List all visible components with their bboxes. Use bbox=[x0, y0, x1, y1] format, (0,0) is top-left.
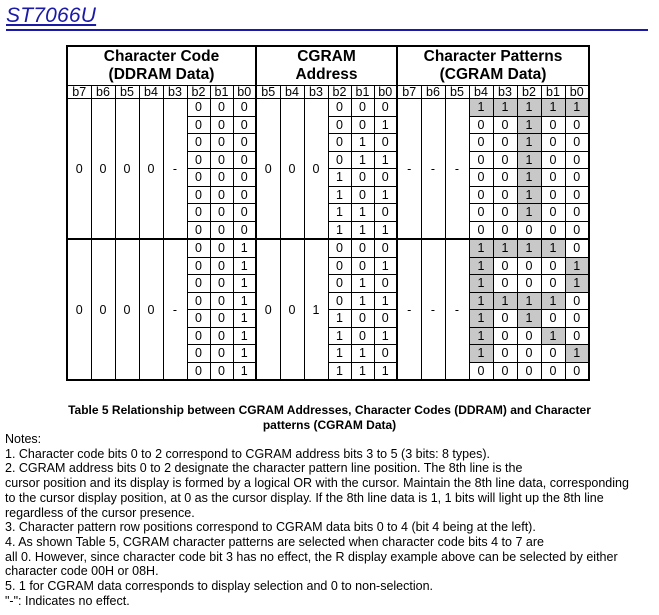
pattern-bit: 0 bbox=[565, 186, 589, 204]
cgram-address-low-bit: 1 bbox=[374, 292, 397, 310]
cgram-address-low-bit: 0 bbox=[351, 257, 374, 275]
cgram-address-low-bit: 1 bbox=[374, 151, 397, 169]
pattern-bit: 0 bbox=[517, 221, 541, 239]
pattern-bit: 1 bbox=[541, 327, 565, 345]
char-code-low-bit: 0 bbox=[187, 186, 210, 204]
pattern-bit: 0 bbox=[493, 257, 517, 275]
cgram-address-low-bit: 1 bbox=[328, 362, 351, 380]
caption-line-1: Table 5 Relationship between CGRAM Addresses, Character Codes (DDRAM) and Character bbox=[68, 403, 591, 417]
bit-header: b4 bbox=[469, 86, 493, 99]
pattern-bit: 0 bbox=[565, 204, 589, 222]
char-code-high-bit: 0 bbox=[139, 239, 163, 380]
group-header-line: Character Patterns bbox=[423, 48, 563, 65]
cgram-address-high-bit: 0 bbox=[280, 239, 304, 380]
cgram-address-low-bit: 1 bbox=[374, 362, 397, 380]
pattern-bit: 1 bbox=[565, 275, 589, 293]
cgram-address-high-bit: 0 bbox=[256, 239, 280, 380]
cgram-address-low-bit: 0 bbox=[374, 310, 397, 328]
pattern-bit: 0 bbox=[517, 275, 541, 293]
pattern-bit: 0 bbox=[493, 151, 517, 169]
char-code-low-bit: 0 bbox=[210, 362, 233, 380]
char-code-low-bit: 0 bbox=[210, 99, 233, 117]
cgram-address-low-bit: 1 bbox=[328, 169, 351, 187]
notes-section bbox=[5, 432, 655, 608]
cgram-address-high-bit: 1 bbox=[304, 239, 328, 380]
pattern-bit: 1 bbox=[565, 257, 589, 275]
pattern-bit: 0 bbox=[493, 204, 517, 222]
char-code-low-bit: 0 bbox=[187, 99, 210, 117]
pattern-bit: 0 bbox=[541, 221, 565, 239]
pattern-bit: 1 bbox=[517, 186, 541, 204]
cgram-address-low-bit: 0 bbox=[328, 292, 351, 310]
bit-header: b5 bbox=[115, 86, 139, 99]
char-code-low-bit: 1 bbox=[233, 362, 256, 380]
pattern-bit: 1 bbox=[565, 99, 589, 117]
notes-heading: Notes: bbox=[5, 432, 42, 446]
cgram-address-low-bit: 1 bbox=[374, 221, 397, 239]
pattern-high-bit: - bbox=[445, 99, 469, 240]
cgram-address-low-bit: 0 bbox=[351, 99, 374, 117]
bit-header: b1 bbox=[541, 86, 565, 99]
cgram-address-low-bit: 0 bbox=[374, 345, 397, 363]
pattern-bit: 1 bbox=[517, 116, 541, 134]
cgram-address-low-bit: 0 bbox=[351, 239, 374, 257]
cgram-address-low-bit: 1 bbox=[374, 327, 397, 345]
cgram-address-low-bit: 1 bbox=[374, 257, 397, 275]
char-code-low-bit: 0 bbox=[187, 362, 210, 380]
char-code-low-bit: 0 bbox=[210, 275, 233, 293]
group-header-line: Address bbox=[295, 66, 358, 83]
cgram-address-low-bit: 0 bbox=[328, 275, 351, 293]
pattern-bit: 0 bbox=[493, 362, 517, 380]
pattern-bit: 0 bbox=[541, 134, 565, 152]
pattern-bit: 0 bbox=[469, 134, 493, 152]
pattern-bit: 0 bbox=[565, 362, 589, 380]
pattern-bit: 0 bbox=[565, 310, 589, 328]
char-code-high-bit: 0 bbox=[67, 99, 91, 240]
pattern-bit: 1 bbox=[517, 169, 541, 187]
pattern-bit: 1 bbox=[517, 204, 541, 222]
pattern-bit: 0 bbox=[493, 169, 517, 187]
char-code-high-bit: 0 bbox=[67, 239, 91, 380]
pattern-bit: 0 bbox=[493, 345, 517, 363]
cgram-address-low-bit: 1 bbox=[328, 204, 351, 222]
pattern-bit: 1 bbox=[493, 292, 517, 310]
pattern-bit: 1 bbox=[493, 99, 517, 117]
pattern-bit: 0 bbox=[541, 345, 565, 363]
pattern-high-bit: - bbox=[421, 239, 445, 380]
bit-header: b3 bbox=[163, 86, 187, 99]
pattern-bit: 0 bbox=[517, 362, 541, 380]
pattern-bit: 1 bbox=[565, 345, 589, 363]
pattern-bit: 0 bbox=[517, 345, 541, 363]
pattern-bit: 1 bbox=[469, 99, 493, 117]
char-code-high-bit: - bbox=[163, 239, 187, 380]
pattern-bit: 0 bbox=[541, 204, 565, 222]
pattern-bit: 0 bbox=[493, 221, 517, 239]
cgram-address-low-bit: 0 bbox=[328, 257, 351, 275]
cgram-address-low-bit: 0 bbox=[328, 239, 351, 257]
pattern-bit: 0 bbox=[565, 151, 589, 169]
cgram-address-low-bit: 1 bbox=[328, 327, 351, 345]
pattern-bit: 1 bbox=[517, 239, 541, 257]
group-header-cgram-address bbox=[256, 46, 397, 86]
char-code-low-bit: 1 bbox=[233, 310, 256, 328]
pattern-bit: 0 bbox=[565, 134, 589, 152]
note-line: all 0. However, since character code bit 3 has no effect, the R display example above can be selected by either bbox=[5, 549, 618, 564]
cgram-address-low-bit: 1 bbox=[374, 116, 397, 134]
cgram-address-high-bit: 0 bbox=[304, 99, 328, 240]
char-code-low-bit: 1 bbox=[233, 257, 256, 275]
pattern-bit: 1 bbox=[517, 151, 541, 169]
char-code-low-bit: 0 bbox=[187, 310, 210, 328]
cgram-address-low-bit: 1 bbox=[328, 186, 351, 204]
char-code-high-bit: - bbox=[163, 99, 187, 240]
char-code-low-bit: 0 bbox=[210, 169, 233, 187]
cgram-relationship-table bbox=[66, 45, 590, 381]
char-code-low-bit: 0 bbox=[187, 345, 210, 363]
group-header-character-patterns bbox=[397, 46, 589, 86]
cgram-address-low-bit: 0 bbox=[351, 186, 374, 204]
pattern-high-bit: - bbox=[421, 99, 445, 240]
cgram-address-low-bit: 1 bbox=[328, 345, 351, 363]
pattern-bit: 1 bbox=[469, 292, 493, 310]
pattern-bit: 0 bbox=[565, 221, 589, 239]
char-code-low-bit: 0 bbox=[233, 169, 256, 187]
cgram-address-low-bit: 1 bbox=[351, 345, 374, 363]
pattern-bit: 0 bbox=[565, 169, 589, 187]
cgram-address-low-bit: 0 bbox=[374, 99, 397, 117]
bit-header: b0 bbox=[233, 86, 256, 99]
cgram-address-low-bit: 0 bbox=[328, 99, 351, 117]
group-header-line: (DDRAM Data) bbox=[108, 66, 215, 83]
bit-header: b3 bbox=[304, 86, 328, 99]
cgram-address-low-bit: 1 bbox=[351, 362, 374, 380]
char-code-low-bit: 0 bbox=[210, 257, 233, 275]
char-code-low-bit: 0 bbox=[187, 275, 210, 293]
note-line: to the cursor display position, at 0 as the cursor display. If the 8th line data is 1, 1 bits will light up the 8th line bbox=[5, 490, 604, 505]
pattern-bit: 0 bbox=[517, 327, 541, 345]
pattern-bit: 0 bbox=[541, 257, 565, 275]
bit-header: b1 bbox=[351, 86, 374, 99]
pattern-bit: 0 bbox=[469, 186, 493, 204]
cgram-address-high-bit: 0 bbox=[280, 99, 304, 240]
bit-header: b1 bbox=[210, 86, 233, 99]
char-code-low-bit: 0 bbox=[233, 134, 256, 152]
note-line: 5. 1 for CGRAM data corresponds to display selection and 0 to non-selection. bbox=[5, 579, 434, 594]
note-line: regardless of the cursor presence. bbox=[5, 505, 195, 520]
pattern-bit: 1 bbox=[469, 257, 493, 275]
pattern-bit: 0 bbox=[493, 134, 517, 152]
char-code-low-bit: 0 bbox=[210, 204, 233, 222]
group-header-line: Character Code bbox=[103, 48, 220, 65]
pattern-bit: 0 bbox=[493, 275, 517, 293]
char-code-low-bit: 0 bbox=[210, 239, 233, 257]
bit-header: b0 bbox=[565, 86, 589, 99]
pattern-bit: 1 bbox=[517, 99, 541, 117]
note-line: 2. CGRAM address bits 0 to 2 designate the character pattern line position. The 8th line is the bbox=[5, 461, 523, 476]
pattern-bit: 0 bbox=[541, 116, 565, 134]
pattern-high-bit: - bbox=[445, 239, 469, 380]
char-code-low-bit: 1 bbox=[233, 345, 256, 363]
cgram-address-low-bit: 0 bbox=[374, 239, 397, 257]
cgram-address-low-bit: 0 bbox=[351, 116, 374, 134]
pattern-high-bit: - bbox=[397, 99, 421, 240]
char-code-low-bit: 0 bbox=[187, 221, 210, 239]
bit-header: b2 bbox=[517, 86, 541, 99]
note-line: character code 00H or 08H. bbox=[5, 564, 159, 579]
pattern-bit: 0 bbox=[493, 186, 517, 204]
group-header-line: (CGRAM Data) bbox=[439, 66, 547, 83]
char-code-low-bit: 0 bbox=[233, 99, 256, 117]
char-code-high-bit: 0 bbox=[91, 99, 115, 240]
cgram-address-low-bit: 0 bbox=[374, 134, 397, 152]
pattern-bit: 1 bbox=[517, 310, 541, 328]
char-code-low-bit: 0 bbox=[187, 116, 210, 134]
bit-header: b6 bbox=[91, 86, 115, 99]
cgram-address-low-bit: 0 bbox=[374, 275, 397, 293]
cgram-address-low-bit: 0 bbox=[374, 204, 397, 222]
char-code-low-bit: 0 bbox=[233, 204, 256, 222]
char-code-low-bit: 0 bbox=[233, 186, 256, 204]
header-divider bbox=[6, 29, 648, 31]
cgram-address-low-bit: 0 bbox=[328, 116, 351, 134]
cgram-address-high-bit: 0 bbox=[256, 99, 280, 240]
char-code-low-bit: 0 bbox=[210, 134, 233, 152]
note-line: 1. Character code bits 0 to 2 correspond to CGRAM address bits 3 to 5 (3 bits: 8 types). bbox=[5, 446, 490, 461]
pattern-bit: 1 bbox=[469, 345, 493, 363]
char-code-low-bit: 0 bbox=[210, 186, 233, 204]
bit-header: b7 bbox=[67, 86, 91, 99]
bit-header: b4 bbox=[280, 86, 304, 99]
cgram-address-low-bit: 0 bbox=[374, 169, 397, 187]
bit-header: b2 bbox=[328, 86, 351, 99]
pattern-bit: 1 bbox=[469, 310, 493, 328]
char-code-low-bit: 0 bbox=[233, 221, 256, 239]
pattern-bit: 1 bbox=[469, 239, 493, 257]
page-header-title: ST7066U bbox=[6, 4, 97, 27]
pattern-bit: 0 bbox=[493, 327, 517, 345]
pattern-bit: 1 bbox=[493, 239, 517, 257]
bit-header: b0 bbox=[374, 86, 397, 99]
char-code-low-bit: 0 bbox=[187, 151, 210, 169]
table-caption bbox=[0, 403, 659, 433]
char-code-low-bit: 0 bbox=[187, 327, 210, 345]
pattern-bit: 0 bbox=[565, 239, 589, 257]
cgram-address-low-bit: 0 bbox=[351, 310, 374, 328]
pattern-bit: 0 bbox=[469, 221, 493, 239]
pattern-bit: 0 bbox=[493, 116, 517, 134]
cgram-address-low-bit: 1 bbox=[351, 221, 374, 239]
char-code-low-bit: 0 bbox=[210, 310, 233, 328]
char-code-low-bit: 0 bbox=[187, 204, 210, 222]
char-code-low-bit: 0 bbox=[233, 116, 256, 134]
bit-header: b5 bbox=[256, 86, 280, 99]
bit-header: b6 bbox=[421, 86, 445, 99]
cgram-address-low-bit: 1 bbox=[351, 292, 374, 310]
pattern-bit: 1 bbox=[469, 275, 493, 293]
caption-line-2: patterns (CGRAM Data) bbox=[262, 418, 397, 432]
cgram-address-low-bit: 1 bbox=[351, 151, 374, 169]
char-code-low-bit: 0 bbox=[187, 257, 210, 275]
bit-header: b2 bbox=[187, 86, 210, 99]
pattern-bit: 0 bbox=[541, 169, 565, 187]
table-row bbox=[67, 99, 589, 117]
pattern-bit: 0 bbox=[469, 169, 493, 187]
char-code-high-bit: 0 bbox=[139, 99, 163, 240]
pattern-high-bit: - bbox=[397, 239, 421, 380]
pattern-bit: 1 bbox=[517, 292, 541, 310]
char-code-low-bit: 1 bbox=[233, 327, 256, 345]
cgram-address-low-bit: 0 bbox=[328, 151, 351, 169]
char-code-low-bit: 0 bbox=[187, 134, 210, 152]
char-code-low-bit: 0 bbox=[210, 116, 233, 134]
bit-header: b5 bbox=[445, 86, 469, 99]
pattern-bit: 1 bbox=[469, 327, 493, 345]
pattern-bit: 1 bbox=[541, 239, 565, 257]
note-line: 4. As shown Table 5, CGRAM character patterns are selected when character code bits 4 to 7 are bbox=[5, 534, 544, 549]
cgram-address-low-bit: 1 bbox=[351, 204, 374, 222]
char-code-high-bit: 0 bbox=[91, 239, 115, 380]
char-code-low-bit: 0 bbox=[187, 292, 210, 310]
pattern-bit: 0 bbox=[565, 116, 589, 134]
cgram-address-low-bit: 1 bbox=[351, 134, 374, 152]
pattern-bit: 1 bbox=[541, 292, 565, 310]
bit-header: b3 bbox=[493, 86, 517, 99]
char-code-low-bit: 0 bbox=[187, 239, 210, 257]
char-code-high-bit: 0 bbox=[115, 99, 139, 240]
cgram-address-low-bit: 1 bbox=[374, 186, 397, 204]
pattern-bit: 0 bbox=[541, 362, 565, 380]
char-code-low-bit: 0 bbox=[233, 151, 256, 169]
char-code-low-bit: 0 bbox=[210, 151, 233, 169]
char-code-low-bit: 1 bbox=[233, 275, 256, 293]
pattern-bit: 0 bbox=[565, 292, 589, 310]
char-code-low-bit: 0 bbox=[210, 292, 233, 310]
pattern-bit: 0 bbox=[469, 151, 493, 169]
bit-header: b7 bbox=[397, 86, 421, 99]
cgram-address-low-bit: 0 bbox=[351, 327, 374, 345]
char-code-low-bit: 0 bbox=[210, 345, 233, 363]
pattern-bit: 1 bbox=[517, 134, 541, 152]
cgram-address-low-bit: 1 bbox=[328, 310, 351, 328]
char-code-low-bit: 0 bbox=[210, 327, 233, 345]
pattern-bit: 1 bbox=[541, 99, 565, 117]
char-code-low-bit: 1 bbox=[233, 292, 256, 310]
char-code-low-bit: 0 bbox=[187, 169, 210, 187]
char-code-low-bit: 1 bbox=[233, 239, 256, 257]
pattern-bit: 0 bbox=[541, 310, 565, 328]
notes-list bbox=[5, 447, 655, 609]
group-header-line: CGRAM bbox=[297, 48, 356, 65]
group-header-character-code bbox=[67, 46, 256, 86]
pattern-bit: 0 bbox=[541, 275, 565, 293]
pattern-bit: 0 bbox=[541, 186, 565, 204]
bit-header: b4 bbox=[139, 86, 163, 99]
cgram-table-container bbox=[66, 45, 590, 381]
pattern-bit: 0 bbox=[517, 257, 541, 275]
char-code-low-bit: 0 bbox=[210, 221, 233, 239]
pattern-bit: 0 bbox=[541, 151, 565, 169]
cgram-address-low-bit: 0 bbox=[328, 134, 351, 152]
note-line: cursor position and its display is formed by a logical OR with the cursor. Maintain the 8th line data, corresponding bbox=[5, 476, 629, 491]
pattern-bit: 0 bbox=[469, 204, 493, 222]
note-line: "-": Indicates no effect. bbox=[5, 593, 130, 608]
cgram-address-low-bit: 1 bbox=[328, 221, 351, 239]
table-row bbox=[67, 239, 589, 257]
char-code-high-bit: 0 bbox=[115, 239, 139, 380]
pattern-bit: 0 bbox=[469, 362, 493, 380]
note-line: 3. Character pattern row positions correspond to CGRAM data bits 0 to 4 (bit 4 being at the left). bbox=[5, 520, 536, 535]
cgram-address-low-bit: 0 bbox=[351, 169, 374, 187]
cgram-address-low-bit: 1 bbox=[351, 275, 374, 293]
pattern-bit: 0 bbox=[493, 310, 517, 328]
pattern-bit: 0 bbox=[565, 327, 589, 345]
pattern-bit: 0 bbox=[469, 116, 493, 134]
